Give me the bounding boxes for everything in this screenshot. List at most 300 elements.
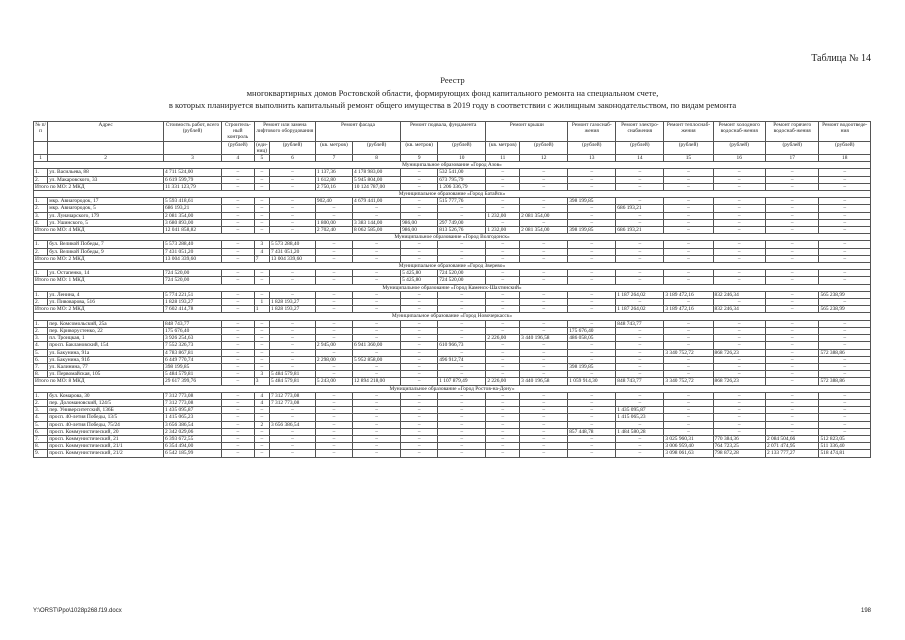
table-cell: – xyxy=(765,414,819,421)
total-cell: 3 440 196,58 xyxy=(520,378,568,385)
total-cell: – xyxy=(486,306,520,313)
table-cell: – xyxy=(315,363,352,370)
table-cell: – xyxy=(765,248,819,255)
table-cell: – xyxy=(616,327,664,334)
table-cell: – xyxy=(269,450,315,457)
table-cell: – xyxy=(568,176,616,183)
table-cell: – xyxy=(486,450,520,457)
header-number: № п/п xyxy=(34,122,48,142)
table-cell: – xyxy=(269,205,315,212)
table-cell: – xyxy=(486,248,520,255)
unit-sqm: (кв. метров) xyxy=(486,141,520,154)
table-cell: – xyxy=(568,392,616,399)
total-cell: – xyxy=(438,306,486,313)
header-gas: Ремонт газоснаб-жения xyxy=(568,122,616,142)
table-cell: – xyxy=(819,241,871,248)
table-cell: 2 081 354,00 xyxy=(164,212,222,219)
table-cell: 1 612,80 xyxy=(315,176,352,183)
table-cell: – xyxy=(765,342,819,349)
total-cell: 565 238,99 xyxy=(819,306,871,313)
table-cell: 4 xyxy=(254,248,269,255)
total-cell: – xyxy=(819,255,871,262)
table-cell: 2. xyxy=(34,248,48,255)
table-cell: – xyxy=(713,399,765,406)
table-number-label: Таблица № 14 xyxy=(811,53,871,64)
table-cell: – xyxy=(353,414,401,421)
table-cell: – xyxy=(819,299,871,306)
table-cell: 512 823,05 xyxy=(819,435,871,442)
total-label: Итого по МО: 2 МКД xyxy=(34,183,164,190)
municipality-name: Муниципальное образование «Город Батайск» xyxy=(34,191,871,198)
table-cell: 3 656 386,54 xyxy=(164,421,222,428)
total-cell: – xyxy=(269,183,315,190)
table-cell: – xyxy=(616,198,664,205)
column-number: 4 xyxy=(221,155,254,162)
table-cell: 5. xyxy=(34,349,48,356)
table-cell: 1. xyxy=(34,291,48,298)
table-cell: 1 435 095,87 xyxy=(164,407,222,414)
unit-rub: (рублей) xyxy=(353,141,401,154)
table-cell: 3 926 254,63 xyxy=(164,335,222,342)
address-cell: ул. Бакунина, 91б xyxy=(48,356,164,363)
address-cell: ул. Ушинского, 5 xyxy=(48,219,164,226)
table-cell: 3 189 472,16 xyxy=(664,291,713,298)
address-cell: просп. Баклановский, 154 xyxy=(48,342,164,349)
table-cell: 572 388,86 xyxy=(819,349,871,356)
table-row xyxy=(34,212,871,219)
address-cell: просп. Коммунистический, 21/2 xyxy=(48,450,164,457)
table-cell: – xyxy=(520,327,568,334)
table-cell: 8. xyxy=(34,371,48,378)
table-cell: 2. xyxy=(34,399,48,406)
total-cell: – xyxy=(765,227,819,234)
column-number: 16 xyxy=(713,155,765,162)
total-cell: – xyxy=(819,227,871,234)
table-cell: – xyxy=(713,421,765,428)
header-cost: Стоимость работ, всего (рублей) xyxy=(164,122,222,142)
table-cell: 986,00 xyxy=(401,219,438,226)
table-cell: 1 xyxy=(254,299,269,306)
total-cell: 686 193,21 xyxy=(616,227,664,234)
table-cell: 5 425,80 xyxy=(401,270,438,277)
table-cell: – xyxy=(713,342,765,349)
total-cell: 12 041 858,82 xyxy=(164,227,222,234)
table-cell: – xyxy=(819,428,871,435)
table-cell: 3 098 061,63 xyxy=(664,450,713,457)
table-cell: – xyxy=(664,392,713,399)
table-cell: – xyxy=(520,342,568,349)
table-cell: 2. xyxy=(34,176,48,183)
total-cell: – xyxy=(486,277,520,284)
table-cell: – xyxy=(616,169,664,176)
table-cell: – xyxy=(254,356,269,363)
table-cell: – xyxy=(568,356,616,363)
total-cell: – xyxy=(315,306,352,313)
table-cell: 2 133 777,27 xyxy=(765,450,819,457)
table-row xyxy=(34,335,871,342)
table-cell: 4 711 524,00 xyxy=(164,169,222,176)
table-cell: – xyxy=(438,399,486,406)
table-cell: – xyxy=(221,299,254,306)
table-cell: – xyxy=(353,291,401,298)
total-cell: 12 894 218,00 xyxy=(353,378,401,385)
table-cell: 515 777,76 xyxy=(438,198,486,205)
table-cell: – xyxy=(765,356,819,363)
table-row xyxy=(34,371,871,378)
table-cell: – xyxy=(486,327,520,334)
table-cell: – xyxy=(713,299,765,306)
table-cell: 175 676,40 xyxy=(568,327,616,334)
total-cell: – xyxy=(520,306,568,313)
table-cell: – xyxy=(486,349,520,356)
table-cell: 7 312 773,08 xyxy=(164,399,222,406)
table-cell: 4. xyxy=(34,342,48,349)
table-cell: – xyxy=(664,342,713,349)
total-cell: – xyxy=(221,227,254,234)
total-cell: 724 520,00 xyxy=(438,277,486,284)
total-cell: 8 062 585,00 xyxy=(353,227,401,234)
table-cell: – xyxy=(254,320,269,327)
table-cell: 3 xyxy=(254,371,269,378)
table-cell: – xyxy=(713,219,765,226)
total-cell: 848 743,77 xyxy=(616,378,664,385)
total-cell: – xyxy=(221,277,254,284)
table-cell: – xyxy=(486,414,520,421)
table-cell: – xyxy=(765,421,819,428)
table-cell: – xyxy=(819,371,871,378)
total-cell: – xyxy=(520,277,568,284)
table-cell: – xyxy=(221,414,254,421)
table-cell: – xyxy=(713,270,765,277)
table-cell: – xyxy=(438,392,486,399)
table-cell: 175 676,40 xyxy=(164,327,222,334)
table-cell: 7. xyxy=(34,363,48,370)
table-row xyxy=(34,299,871,306)
table-cell: 6 449 770,74 xyxy=(164,356,222,363)
unit-rub: (рублей) xyxy=(713,141,765,154)
table-cell: – xyxy=(269,270,315,277)
table-cell: – xyxy=(520,435,568,442)
unit-rub: (рублей) xyxy=(221,141,254,154)
table-cell: – xyxy=(269,320,315,327)
table-cell: – xyxy=(819,248,871,255)
table-cell: – xyxy=(713,371,765,378)
total-cell: – xyxy=(616,255,664,262)
table-cell: – xyxy=(713,198,765,205)
address-cell: ул. Бакунина, 91а xyxy=(48,349,164,356)
table-cell: – xyxy=(221,356,254,363)
table-cell: 5 573 288,40 xyxy=(164,241,222,248)
total-cell: – xyxy=(664,277,713,284)
table-cell: – xyxy=(353,320,401,327)
table-body xyxy=(34,155,871,458)
header-basement: Ремонт подвала, фундамента xyxy=(401,122,486,142)
table-row xyxy=(34,421,871,428)
table-cell: – xyxy=(269,363,315,370)
table-cell: – xyxy=(713,356,765,363)
table-cell: – xyxy=(221,371,254,378)
table-cell: – xyxy=(568,371,616,378)
total-cell: – xyxy=(568,306,616,313)
table-cell: 848 743,77 xyxy=(616,320,664,327)
table-cell: – xyxy=(401,320,438,327)
table-cell: – xyxy=(664,414,713,421)
table-cell: – xyxy=(765,169,819,176)
table-cell: – xyxy=(401,205,438,212)
total-cell: 5 243,00 xyxy=(315,378,352,385)
table-cell: 2 081 354,00 xyxy=(520,212,568,219)
table-cell: – xyxy=(438,291,486,298)
table-cell: – xyxy=(664,198,713,205)
municipality-row xyxy=(34,234,871,241)
municipality-row xyxy=(34,263,871,270)
table-cell: – xyxy=(401,198,438,205)
table-cell: – xyxy=(819,421,871,428)
total-cell: – xyxy=(765,378,819,385)
table-cell: – xyxy=(353,443,401,450)
table-cell: – xyxy=(713,248,765,255)
total-cell: – xyxy=(616,277,664,284)
municipality-row xyxy=(34,385,871,392)
table-cell: 2 084 504,66 xyxy=(765,435,819,442)
table-cell: – xyxy=(353,349,401,356)
table-cell: – xyxy=(486,342,520,349)
column-number: 10 xyxy=(438,155,486,162)
column-number: 17 xyxy=(765,155,819,162)
table-row xyxy=(34,435,871,442)
table-cell: 5 484 579,81 xyxy=(269,371,315,378)
table-cell: – xyxy=(254,198,269,205)
table-cell: – xyxy=(713,428,765,435)
table-cell: – xyxy=(520,299,568,306)
table-cell: 398 199,85 xyxy=(164,363,222,370)
table-cell: – xyxy=(353,212,401,219)
table-cell: 9. xyxy=(34,450,48,457)
header-address: Адрес xyxy=(48,122,164,142)
table-cell: – xyxy=(315,421,352,428)
table-cell: – xyxy=(315,399,352,406)
document-title: Реестр xyxy=(440,75,465,85)
total-cell: 2 226,00 xyxy=(486,378,520,385)
table-cell: – xyxy=(353,241,401,248)
table-cell: – xyxy=(438,407,486,414)
table-cell: 4 679 441,00 xyxy=(353,198,401,205)
total-cell: – xyxy=(353,306,401,313)
table-cell: – xyxy=(664,205,713,212)
table-cell: – xyxy=(486,407,520,414)
table-cell: – xyxy=(664,169,713,176)
table-row xyxy=(34,349,871,356)
table-cell: – xyxy=(401,392,438,399)
table-row xyxy=(34,320,871,327)
table-cell: 511 336,40 xyxy=(819,443,871,450)
table-cell: – xyxy=(353,327,401,334)
table-cell: – xyxy=(819,169,871,176)
table-cell: – xyxy=(664,219,713,226)
unit-empty xyxy=(164,141,222,154)
table-cell: – xyxy=(353,335,401,342)
table-cell: 686 193,21 xyxy=(164,205,222,212)
table-cell: – xyxy=(269,327,315,334)
table-cell: – xyxy=(486,399,520,406)
table-cell: – xyxy=(616,421,664,428)
municipality-name: Муниципальное образование «Город Новочеркасск» xyxy=(34,313,871,320)
header-electric: Ремонт электро-снабжения xyxy=(616,122,664,142)
column-number: 18 xyxy=(819,155,871,162)
table-cell: 398 199,85 xyxy=(568,363,616,370)
table-cell: – xyxy=(221,435,254,442)
table-cell: – xyxy=(486,443,520,450)
total-cell: – xyxy=(765,255,819,262)
table-cell: – xyxy=(401,428,438,435)
table-cell: 532 541,00 xyxy=(438,169,486,176)
total-cell: 398 199,85 xyxy=(568,227,616,234)
total-cell: – xyxy=(353,277,401,284)
column-number: 9 xyxy=(401,155,438,162)
table-cell: – xyxy=(713,176,765,183)
table-cell: – xyxy=(438,320,486,327)
table-cell: 565 238,99 xyxy=(819,291,871,298)
table-cell: – xyxy=(568,450,616,457)
table-cell: – xyxy=(353,392,401,399)
table-cell: 1 415 065,23 xyxy=(164,414,222,421)
table-cell: – xyxy=(221,291,254,298)
total-cell: 5 425,80 xyxy=(401,277,438,284)
table-cell: 518 474,81 xyxy=(819,450,871,457)
table-cell: – xyxy=(315,335,352,342)
table-cell: 2 298,00 xyxy=(315,356,352,363)
total-cell: 724 520,00 xyxy=(164,277,222,284)
table-cell: – xyxy=(315,443,352,450)
column-number: 2 xyxy=(48,155,164,162)
table-cell: – xyxy=(315,349,352,356)
table-cell: 686 193,21 xyxy=(616,205,664,212)
table-row xyxy=(34,205,871,212)
total-cell: – xyxy=(438,255,486,262)
table-cell: – xyxy=(616,299,664,306)
municipality-row xyxy=(34,162,871,169)
table-cell: – xyxy=(765,270,819,277)
table-cell: – xyxy=(221,198,254,205)
table-cell: – xyxy=(664,176,713,183)
table-cell: 6. xyxy=(34,356,48,363)
total-cell: 986,00 xyxy=(401,227,438,234)
table-cell: – xyxy=(765,212,819,219)
table-cell: – xyxy=(664,299,713,306)
total-cell: – xyxy=(568,183,616,190)
total-cell: – xyxy=(664,255,713,262)
table-cell: – xyxy=(401,371,438,378)
table-row xyxy=(34,450,871,457)
table-cell: 5 593 418,61 xyxy=(164,198,222,205)
address-cell: просп. Коммунистический, 21 xyxy=(48,435,164,442)
table-cell: – xyxy=(616,392,664,399)
table-cell: – xyxy=(254,335,269,342)
table-cell: – xyxy=(401,443,438,450)
table-cell: 5. xyxy=(34,421,48,428)
table-cell: – xyxy=(616,212,664,219)
table-cell: – xyxy=(664,335,713,342)
address-cell: мкр. Авиагородок, 17 xyxy=(48,198,164,205)
table-cell: – xyxy=(664,399,713,406)
table-cell: – xyxy=(438,205,486,212)
table-cell: – xyxy=(486,205,520,212)
total-cell: – xyxy=(664,183,713,190)
total-cell: – xyxy=(819,183,871,190)
table-cell: – xyxy=(520,421,568,428)
total-label: Итого по МО: 1 МКД xyxy=(34,277,164,284)
municipality-name: Муниципальное образование «Город Азов» xyxy=(34,162,871,169)
table-cell: – xyxy=(664,241,713,248)
table-cell: 3 340 752,72 xyxy=(664,349,713,356)
table-cell: – xyxy=(486,219,520,226)
table-cell: 4 178 983,00 xyxy=(353,169,401,176)
table-cell: – xyxy=(664,363,713,370)
table-cell: – xyxy=(401,421,438,428)
table-cell: – xyxy=(269,169,315,176)
table-cell: 848 743,77 xyxy=(164,320,222,327)
table-cell: – xyxy=(616,363,664,370)
address-cell: пер. Университетский, 136Б xyxy=(48,407,164,414)
table-cell: 2. xyxy=(34,327,48,334)
table-cell: – xyxy=(254,270,269,277)
address-cell: пер. Комсомольский, 25а xyxy=(48,320,164,327)
table-cell: 4. xyxy=(34,219,48,226)
table-cell: – xyxy=(765,198,819,205)
table-cell: – xyxy=(520,291,568,298)
unit-units: (еди-ниц) xyxy=(256,141,268,154)
table-cell: 724 520,00 xyxy=(164,270,222,277)
total-cell: 3 xyxy=(254,378,269,385)
table-cell: – xyxy=(713,241,765,248)
total-cell: – xyxy=(401,306,438,313)
table-cell: – xyxy=(616,450,664,457)
table-cell: – xyxy=(713,320,765,327)
table-cell: – xyxy=(616,248,664,255)
total-cell: 7 602 414,78 xyxy=(164,306,222,313)
table-row xyxy=(34,342,871,349)
table-cell: – xyxy=(819,212,871,219)
total-cell: – xyxy=(254,227,269,234)
table-cell: – xyxy=(221,428,254,435)
header-facade: Ремонт фасада xyxy=(315,122,400,142)
table-cell: – xyxy=(353,421,401,428)
table-cell: 4 783 867,81 xyxy=(164,349,222,356)
total-cell: 3 189 472,16 xyxy=(664,306,713,313)
column-number: 15 xyxy=(664,155,713,162)
table-cell: – xyxy=(353,450,401,457)
table-cell: – xyxy=(315,414,352,421)
table-cell: – xyxy=(353,363,401,370)
table-cell: – xyxy=(221,327,254,334)
total-label: Итого по МО: 2 МКД xyxy=(34,255,164,262)
total-cell: 11 331 123,79 xyxy=(164,183,222,190)
total-row xyxy=(34,255,871,262)
table-cell: – xyxy=(765,407,819,414)
table-cell: – xyxy=(353,407,401,414)
table-cell: – xyxy=(438,443,486,450)
total-cell: – xyxy=(713,227,765,234)
table-row xyxy=(34,392,871,399)
table-cell: – xyxy=(221,212,254,219)
table-cell: – xyxy=(401,399,438,406)
table-cell: – xyxy=(401,169,438,176)
municipality-name: Муниципальное образование «Город Зверево» xyxy=(34,263,871,270)
table-cell: – xyxy=(221,363,254,370)
table-cell: – xyxy=(520,169,568,176)
table-cell: – xyxy=(315,407,352,414)
table-cell: – xyxy=(221,241,254,248)
